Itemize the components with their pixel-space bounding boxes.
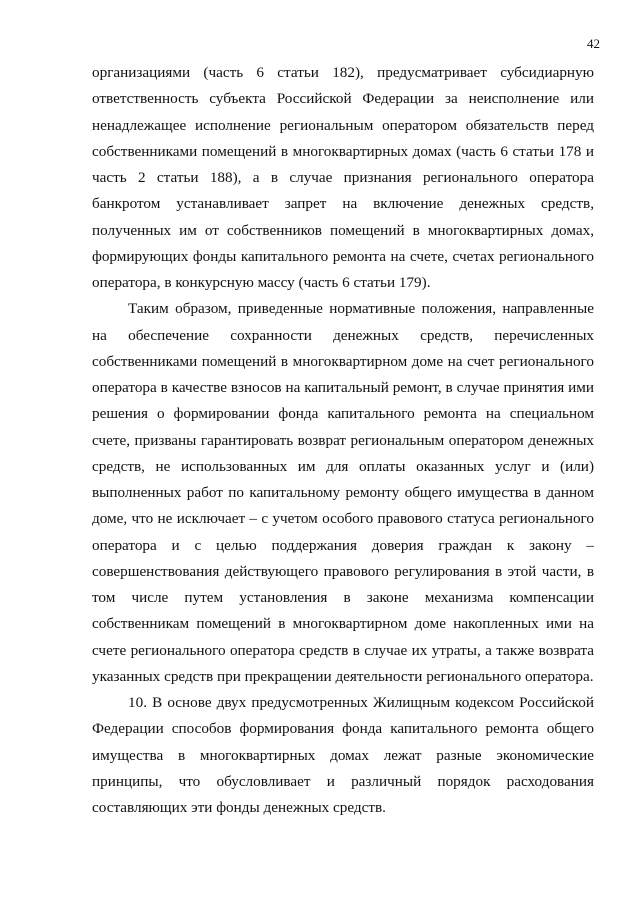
text-line: полученных им от собственников помещений в многоквартирных домах, xyxy=(92,221,594,239)
text-line: счете регионального оператора средств в случае их утраты, а также возврата xyxy=(92,641,594,659)
text-line: собственниками помещений в многоквартирных домах (часть 6 статьи 178 и xyxy=(92,142,594,160)
text-line: часть 2 статьи 188), а в случае признания регионального оператора xyxy=(92,169,594,186)
text-line: банкротом устанавливает запрет на включение денежных средств, xyxy=(92,195,594,213)
text-line: оператора и с целью поддержания доверия граждан к закону – xyxy=(92,536,594,554)
text-line: том числе путем установления в законе механизма компенсации xyxy=(92,589,594,606)
text-line: организациями (часть 6 статьи 182), предусматривает субсидиарную xyxy=(92,64,594,81)
text-line: оператора в качестве взносов на капитальный ремонт, в случае принятия ими xyxy=(92,379,594,396)
text-line: выполненных работ по капитальному ремонту общего имущества в данном xyxy=(92,484,594,501)
text-line: собственниками помещений в многоквартирном доме на счет регионального xyxy=(92,352,594,370)
text-line: формирующих фонды капитального ремонта на счете, счетах регионального xyxy=(92,247,594,265)
text-line: указанных средств при прекращении деятельности регионального оператора. xyxy=(92,667,594,685)
paragraph-first-line: Таким образом, приведенные нормативные положения, направленные xyxy=(128,300,594,318)
document-body xyxy=(92,60,594,821)
text-line: собственникам помещений в многоквартирном доме накопленных ими на xyxy=(92,615,594,633)
paragraph-first-line: 10. В основе двух предусмотренных Жилищным кодексом Российской xyxy=(128,694,594,711)
text-line: счете, призваны гарантировать возврат региональным оператором денежных xyxy=(92,431,594,449)
text-line: доме, что не исключает – с учетом особого правового статуса регионального xyxy=(92,510,594,528)
text-line: ненадлежащее исполнение региональным оператором обязательств перед xyxy=(92,116,594,134)
text-line: средств, не использованных им для оплаты оказанных услуг и (или) xyxy=(92,457,594,475)
text-line: оператора, в конкурсную массу (часть 6 статьи 179). xyxy=(92,274,431,291)
text-line: имущества в многоквартирных домах лежат разные экономические xyxy=(92,746,594,764)
page-number: 42 xyxy=(587,36,600,51)
text-line: на обеспечение сохранности денежных средств, перечисленных xyxy=(92,326,594,344)
text-line: решения о формировании фонда капитального ремонта на специальном xyxy=(92,405,594,423)
text-line: Федерации способов формирования фонда капитального ремонта общего xyxy=(92,720,594,738)
text-line: ответственность субъекта Российской Федерации за неисполнение или xyxy=(92,90,594,108)
text-line: принципы, что обусловливает и различный порядок расходования xyxy=(92,772,594,790)
text-line: составляющих эти фонды денежных средств. xyxy=(92,799,386,816)
text-line: совершенствования действующего правового регулирования в этой части, в xyxy=(92,562,594,580)
